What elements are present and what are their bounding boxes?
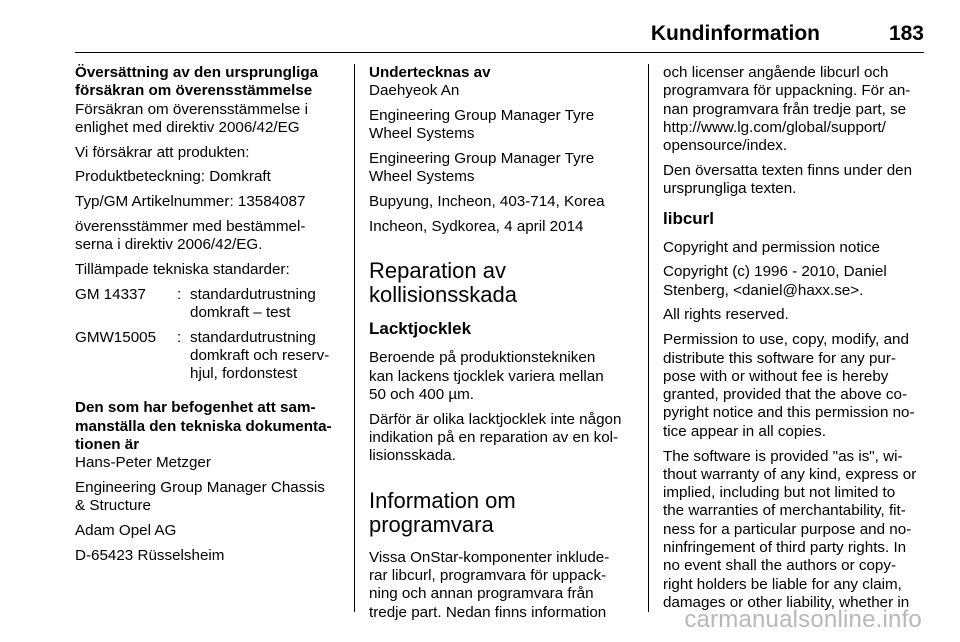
text-line: pose with or without fee is hereby <box>663 367 889 385</box>
standards-row <box>75 286 345 323</box>
text-line: hjul, fordonstest <box>190 365 298 383</box>
text-line: manställa den tekniska dokumenta- <box>75 417 332 435</box>
text-line: nan programvara från tredje part, se <box>663 100 907 118</box>
text-line: right holders be liable for any claim, <box>663 575 902 593</box>
standard-description <box>190 329 345 384</box>
text-line: the warranties of merchantability, fit- <box>663 502 906 520</box>
column-3 <box>663 64 931 619</box>
text-line: The software is provided "as is", wi- <box>663 447 903 465</box>
text-line: Engineering Group Manager Tyre <box>369 150 595 168</box>
text-line: Vissa OnStar-komponenter inklude- <box>369 548 610 566</box>
section-title-collision-repair <box>369 259 635 307</box>
text-line: standardutrustning <box>190 328 316 346</box>
text-line: granted, provided that the above co- <box>663 386 908 404</box>
company-name: Adam Opel AG <box>75 522 177 540</box>
standard-code: GM 14337 <box>75 285 146 303</box>
text-line: distribute this software for any pur- <box>663 349 896 367</box>
watermark: carmanualsonline.info <box>684 606 922 633</box>
text-line: Den översatta texten finns under den <box>663 161 913 179</box>
standards-intro: Tillämpade tekniska standarder: <box>75 261 290 279</box>
text-line: Copyright (c) 1996 - 2010, Daniel <box>663 263 887 281</box>
text-line: Därför är olika lacktjocklek inte någon <box>369 410 622 428</box>
company-city: D-65423 Rüsselsheim <box>75 547 225 565</box>
standards-table <box>75 286 345 383</box>
text-line: Den som har befogenhet att sam- <box>75 399 316 417</box>
assurance-paragraph: Vi försäkrar att produkten: <box>75 143 250 161</box>
text-line: standardutrustning <box>190 285 316 303</box>
standards-row <box>75 329 345 384</box>
text-line: thout warranty of any kind, express or <box>663 465 917 483</box>
signing-place-date: Incheon, Sydkorea, 4 april 2014 <box>369 218 584 236</box>
text-line: Beroende på produktionstekniken <box>369 349 596 367</box>
text-line: Stenberg, <daniel@haxx.se>. <box>663 281 864 299</box>
rights-reserved: All rights reserved. <box>663 306 789 324</box>
text-line: Översättning av den ursprungliga <box>75 64 319 81</box>
conformity-paragraph <box>75 218 345 255</box>
text-line: implied, including but not limited to <box>663 484 896 502</box>
standard-separator: : <box>177 328 182 346</box>
text-line: och licenser angående libcurl och <box>663 64 889 81</box>
text-line: ursprungliga texten. <box>663 180 797 198</box>
text-line: ning och annan programvara från <box>369 585 594 603</box>
column-2 <box>369 64 635 628</box>
text-line: pyright notice and this permission no- <box>663 404 915 422</box>
signer-role-2 <box>369 150 635 187</box>
text-line: programvara <box>369 511 494 537</box>
standard-description <box>190 286 345 323</box>
text-line: försäkran om överensstämmelse <box>75 82 313 100</box>
translated-text-note <box>663 162 931 199</box>
section-title-software-info <box>369 489 635 537</box>
text-line: domkraft och reserv- <box>190 346 330 364</box>
text-line: Information om <box>369 487 516 513</box>
text-line: no event shall the authors or copy- <box>663 557 897 575</box>
column-divider-2 <box>648 64 649 612</box>
text-line: damages or other liability, whether in <box>663 593 910 611</box>
warranty-paragraph <box>663 448 931 613</box>
text-line: Reparation av <box>369 258 506 284</box>
paint-thickness-note <box>369 411 635 466</box>
header-rule <box>75 52 924 53</box>
text-line: Wheel Systems <box>369 125 475 143</box>
text-line: Wheel Systems <box>369 168 475 186</box>
permission-paragraph <box>663 331 931 441</box>
license-paragraph <box>663 64 931 155</box>
signer-name: Daehyeok An <box>369 82 460 100</box>
text-line: enlighet med direktiv 2006/42/EG <box>75 118 300 136</box>
text-line: överensstämmer med bestämmel- <box>75 218 306 236</box>
header-title: Kundinformation <box>650 22 820 45</box>
product-designation: Produktbeteckning: Domkraft <box>75 168 271 186</box>
text-line: tredje part. Nedan finns information <box>369 603 607 621</box>
authorized-person-role <box>75 479 345 516</box>
authorized-person-heading <box>75 399 345 454</box>
text-line: ninfringement of third party rights. In <box>663 539 907 557</box>
declaration-paragraph <box>75 101 345 138</box>
text-line: Engineering Group Manager Tyre <box>369 107 595 125</box>
standard-code: GMW15005 <box>75 328 157 346</box>
software-info-paragraph <box>369 549 635 622</box>
text-line: kollisionsskada <box>369 282 517 308</box>
text-line: kan lackens tjocklek variera mellan <box>369 367 604 385</box>
text-line: 50 och 400 µm. <box>369 385 474 403</box>
text-line: serna i direktiv 2006/42/EG. <box>75 236 263 254</box>
column-divider-1 <box>354 64 355 612</box>
text-line: & Structure <box>75 497 151 515</box>
text-line: lisionsskada. <box>369 447 456 465</box>
signer-role-1 <box>369 107 635 144</box>
translation-heading <box>75 64 345 101</box>
copyright-line <box>663 263 931 300</box>
copyright-notice-title: Copyright and permission notice <box>663 238 880 256</box>
subsection-title-paint-thickness: Lacktjocklek <box>369 319 472 339</box>
text-line: http://www.lg.com/global/support/ <box>663 118 886 136</box>
text-line: domkraft – test <box>190 304 291 322</box>
text-line: rar libcurl, programvara för uppack- <box>369 566 607 584</box>
text-line: programvara för uppackning. För an- <box>663 82 911 100</box>
signer-address: Bupyung, Incheon, 403-714, Korea <box>369 193 605 211</box>
text-line: opensource/index. <box>663 137 788 155</box>
column-1 <box>75 64 345 572</box>
signed-by-heading: Undertecknas av <box>369 64 491 81</box>
text-line: ness for a particular purpose and no- <box>663 520 912 538</box>
page-number: 183 <box>888 22 924 45</box>
authorized-person-name: Hans-Peter Metzger <box>75 454 211 472</box>
text-line: tice appear in all copies. <box>663 422 826 440</box>
paint-thickness-paragraph <box>369 349 635 404</box>
article-number: Typ/GM Artikelnummer: 13584087 <box>75 193 306 211</box>
text-line: Försäkran om överensstämmelse i <box>75 100 308 118</box>
text-line: tionen är <box>75 436 140 454</box>
subsection-title-libcurl: libcurl <box>663 208 715 228</box>
text-line: Engineering Group Manager Chassis <box>75 479 325 497</box>
text-line: Permission to use, copy, modify, and <box>663 331 909 349</box>
text-line: indikation på en reparation av en kol- <box>369 429 619 447</box>
standard-separator: : <box>177 285 182 303</box>
